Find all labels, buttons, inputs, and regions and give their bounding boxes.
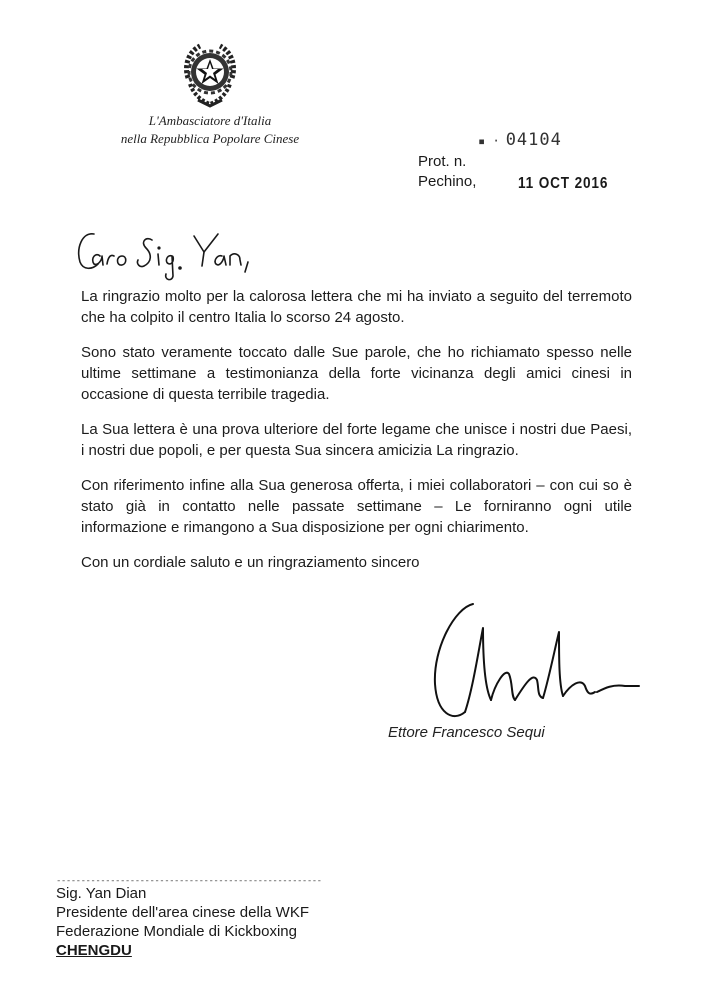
recipient-address [56, 884, 309, 960]
protocol-number: 04104 [505, 130, 562, 150]
sender-line-2: nella Repubblica Popolare Cinese [120, 131, 300, 146]
stamp-mark-icon: ▪ · [478, 134, 500, 148]
paragraph-3: La Sua lettera è una prova ulteriore del forte legame che unisce i nostri due Paesi, i nostri due popoli, e per questa Sua sincera amicizia La ringrazio. [81, 421, 632, 459]
sender-heading [80, 112, 340, 148]
closing-line: Con un cordiale saluto e un ringraziamento sincero [81, 554, 420, 571]
handwritten-signature [425, 588, 665, 736]
recipient-organization: Federazione Mondiale di Kickboxing [56, 923, 297, 940]
protocol-block [418, 152, 476, 192]
protocol-stamp [478, 130, 562, 150]
handwritten-salutation [72, 218, 282, 282]
divider: ------------------------------------------------------ [56, 876, 322, 886]
recipient-city: CHENGDU [56, 942, 132, 959]
recipient-title: Presidente dell'area cinese della WKF [56, 904, 309, 921]
place-label: Pechino, [418, 173, 477, 190]
letter-body [81, 286, 632, 587]
italian-republic-emblem-icon [178, 38, 242, 110]
date-stamp: 11 OCT 2016 [518, 175, 609, 192]
paragraph-2: Sono stato veramente toccato dalle Sue parole, che ho richiamato spesso nelle ultime settimane a testimonianza della forte vicinanza degli amici cinesi in occasione di questa terribile tragedia. [81, 344, 632, 403]
paragraph-1: La ringrazio molto per la calorosa lettera che mi ha inviato a seguito del terremoto che ha colpito il centro Italia lo scorso 24 agosto. [81, 288, 632, 326]
protocol-label: Prot. n. [418, 153, 467, 170]
signer-name: Ettore Francesco Sequi [388, 724, 545, 741]
sender-line-1: L'Ambasciatore d'Italia [148, 113, 272, 128]
recipient-name: Sig. Yan Dian [56, 885, 147, 902]
paragraph-4: Con riferimento infine alla Sua generosa offerta, i miei collaboratori – con cui so è stato già in contatto nelle passate settimane – Le forniranno ogni utile informazione e rimangono a Sua disposizione per ogni chiarimento. [81, 477, 632, 536]
